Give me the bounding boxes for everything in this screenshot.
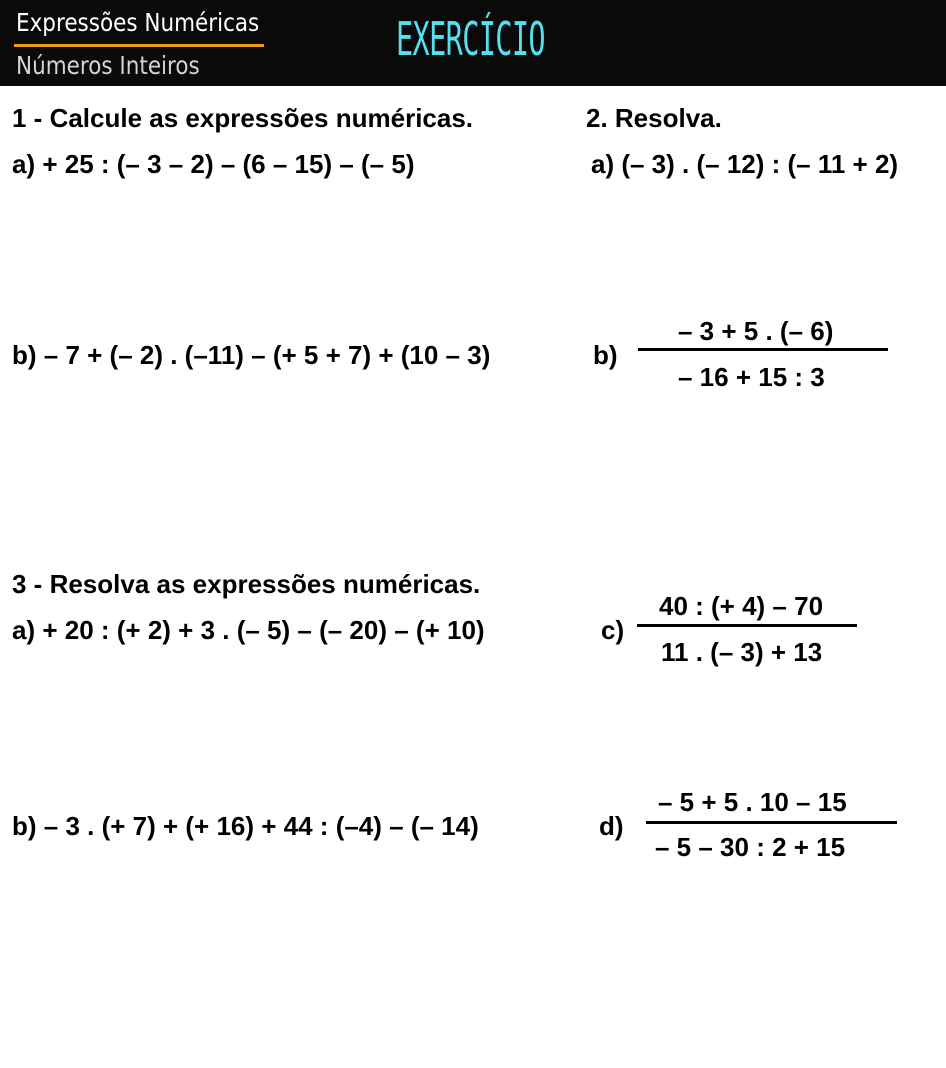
header-title: Expressões Numéricas (16, 8, 260, 37)
section1-heading: 1 - Calcule as expressões numéricas. (12, 103, 474, 133)
section1-item-a: a) + 25 : (– 3 – 2) – (6 – 15) – (– 5) (12, 149, 415, 179)
section3-heading: 3 - Resolva as expressões numéricas. (12, 569, 481, 599)
section2-item-b-numerator: – 3 + 5 . (– 6) (678, 316, 834, 346)
section2-heading: 2. Resolva. (586, 103, 722, 133)
section3-item-c-denominator: 11 . (– 3) + 13 (661, 637, 823, 667)
section3-item-d-fraction-bar (646, 821, 897, 824)
section2-item-b-denominator: – 16 + 15 : 3 (678, 362, 825, 392)
section3-item-c-fraction-bar (637, 624, 857, 627)
section3-item-a: a) + 20 : (+ 2) + 3 . (– 5) – (– 20) – (+ 10) (12, 615, 485, 645)
section3-item-d-denominator: – 5 – 30 : 2 + 15 (655, 832, 846, 862)
section2-item-a: a) (– 3) . (– 12) : (– 11 + 2) (591, 149, 899, 179)
header-subtitle: Números Inteiros (16, 51, 200, 80)
header-banner (0, 0, 946, 86)
header-underline (14, 44, 264, 47)
section3-item-c-label: c) (601, 615, 625, 645)
section3-item-d-numerator: – 5 + 5 . 10 – 15 (658, 787, 847, 817)
section2-item-b-fraction-bar (638, 348, 888, 351)
section3-item-d-label: d) (599, 811, 624, 841)
section2-item-b-label: b) (593, 340, 618, 370)
section1-item-b: b) – 7 + (– 2) . (–11) – (+ 5 + 7) + (10 – 3) (12, 340, 491, 370)
section3-item-b: b) – 3 . (+ 7) + (+ 16) + 44 : (–4) – (– 14) (12, 811, 479, 841)
exercise-badge: EXERCÍCIO (396, 12, 545, 66)
section3-item-c-numerator: 40 : (+ 4) – 70 (659, 591, 824, 621)
